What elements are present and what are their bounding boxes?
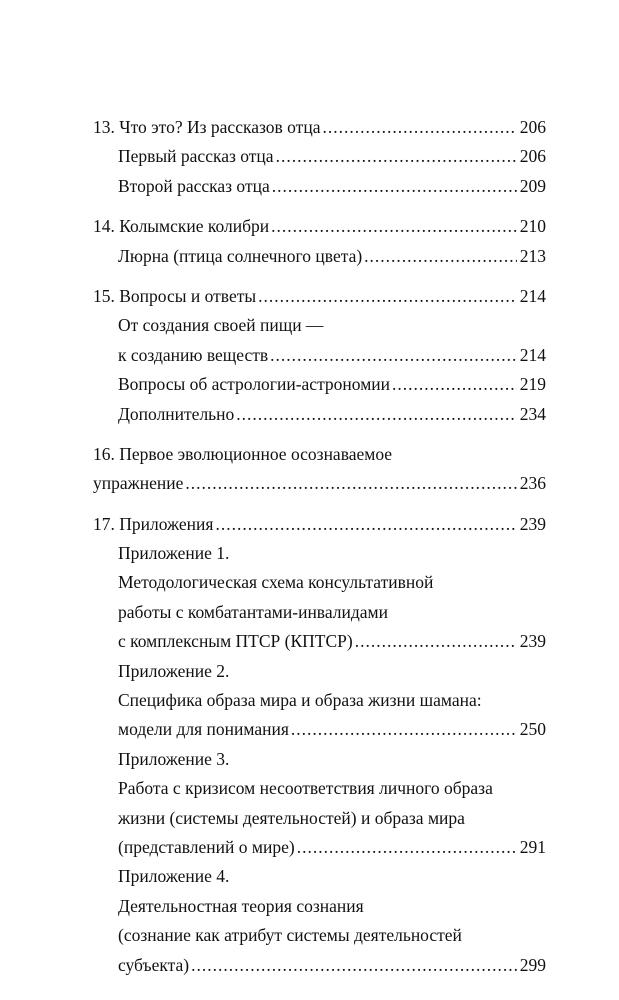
toc-entry-page-number: 219 — [519, 374, 546, 395]
toc-entry-title: Второй рассказ отца — [118, 175, 270, 196]
toc-entry[interactable] — [93, 715, 546, 744]
toc-entry-page-number: 250 — [519, 719, 546, 740]
toc-entry-title: 17. Приложения — [93, 513, 214, 534]
toc-entry-page-number: 239 — [519, 513, 546, 534]
dot-leader — [215, 510, 516, 539]
toc-entry-title: упражнение — [93, 473, 184, 494]
dot-leader — [392, 370, 517, 399]
toc-entry[interactable] — [93, 951, 546, 980]
toc-entry-title: с комплексным ПТСР (КПТСР) — [118, 631, 353, 652]
toc-entry[interactable] — [93, 774, 546, 803]
toc-entry[interactable] — [93, 804, 546, 833]
toc-entry-page-number: 214 — [519, 285, 546, 306]
toc-entry[interactable] — [93, 686, 546, 715]
toc-entry[interactable] — [93, 862, 546, 891]
toc-entry-page-number: 234 — [519, 403, 546, 424]
dot-leader — [191, 951, 517, 980]
toc-entry[interactable] — [93, 341, 546, 370]
toc-entry-title: Специфика образа мира и образа жизни шамана: — [118, 690, 482, 711]
toc-entry-title: Работа с кризисом несоответствия личного образа — [118, 778, 493, 799]
toc-entry[interactable] — [93, 172, 546, 201]
toc-entry-title: Дополнительно — [118, 403, 235, 424]
dot-leader — [322, 113, 516, 142]
toc-entry[interactable] — [93, 627, 546, 656]
toc-entry-title: 14. Колымские колибри — [93, 216, 270, 237]
toc-entry-page-number: 214 — [519, 344, 546, 365]
dot-leader — [271, 212, 517, 241]
toc-entry-title: 15. Вопросы и ответы — [93, 285, 257, 306]
dot-leader — [276, 142, 517, 171]
toc-entry-title: Приложение 2. — [118, 660, 230, 681]
toc-entry-page-number: 236 — [519, 473, 546, 494]
toc-entry[interactable] — [93, 370, 546, 399]
toc-entry[interactable] — [93, 657, 546, 686]
toc-entry-title: (сознание как атрибут системы деятельностей — [118, 925, 462, 946]
toc-entry[interactable] — [93, 282, 546, 311]
toc-entry[interactable] — [93, 539, 546, 568]
toc-entry-page-number: 209 — [519, 175, 546, 196]
toc-entry-title: 13. Что это? Из рассказов отца — [93, 117, 321, 137]
toc-entry[interactable] — [93, 745, 546, 774]
toc-entry[interactable] — [93, 833, 546, 862]
dot-leader — [236, 400, 516, 429]
dot-leader — [291, 715, 517, 744]
dot-leader — [364, 242, 517, 271]
toc-entry-page-number: 299 — [519, 954, 546, 975]
toc-entry[interactable] — [93, 242, 546, 271]
toc-entry-title: (представлений о мире) — [118, 836, 295, 857]
toc-entry[interactable] — [93, 212, 546, 241]
toc-entry-title: жизни (системы деятельностей) и образа мира — [118, 807, 465, 828]
toc-entry-page-number: 206 — [519, 117, 546, 137]
toc-entry-title: Приложение 4. — [118, 866, 230, 887]
toc-entry-title: к созданию веществ — [118, 344, 269, 365]
dot-leader — [185, 469, 516, 498]
toc-entry-title: модели для понимания — [118, 719, 289, 740]
toc-entry[interactable] — [93, 921, 546, 950]
toc-entry[interactable] — [93, 510, 546, 539]
toc-entry[interactable] — [93, 568, 546, 597]
toc-entry-title: субъекта) — [118, 954, 190, 975]
toc-entry-title: Первый рассказ отца — [118, 146, 274, 167]
dot-leader — [355, 627, 517, 656]
toc-entry-title: Методологическая схема консультативной — [118, 572, 434, 593]
dot-leader — [270, 341, 517, 370]
toc-entry-page-number: 206 — [519, 146, 546, 167]
toc-entry-title: 16. Первое эволюционное осознаваемое — [93, 443, 393, 464]
toc-entry[interactable] — [93, 598, 546, 627]
toc-entry[interactable] — [93, 113, 546, 142]
toc-entry[interactable] — [93, 311, 546, 340]
dot-leader — [272, 172, 517, 201]
toc-entry-title: От создания своей пищи — — [118, 315, 324, 336]
toc-entry-page-number: 291 — [519, 836, 546, 857]
toc-entry-page-number: 239 — [519, 631, 546, 652]
toc-entry-title: Вопросы об астрологии-астрономии — [118, 374, 391, 395]
toc-entry-title: Приложение 1. — [118, 543, 230, 564]
table-of-contents — [93, 113, 546, 980]
dot-leader — [258, 282, 517, 311]
toc-entry[interactable] — [93, 892, 546, 921]
toc-entry[interactable] — [93, 469, 546, 498]
toc-entry-title: Приложение 3. — [118, 748, 230, 769]
toc-entry-page-number: 213 — [519, 245, 546, 266]
toc-entry-title: Деятельностная теория сознания — [118, 895, 364, 916]
toc-entry[interactable] — [93, 440, 546, 469]
toc-entry[interactable] — [93, 400, 546, 429]
toc-entry-page-number: 210 — [519, 216, 546, 237]
toc-entry[interactable] — [93, 142, 546, 171]
dot-leader — [297, 833, 517, 862]
toc-entry-title: Люрна (птица солнечного цвета) — [118, 245, 363, 266]
toc-entry-title: работы с комбатантами-инвалидами — [118, 601, 388, 622]
